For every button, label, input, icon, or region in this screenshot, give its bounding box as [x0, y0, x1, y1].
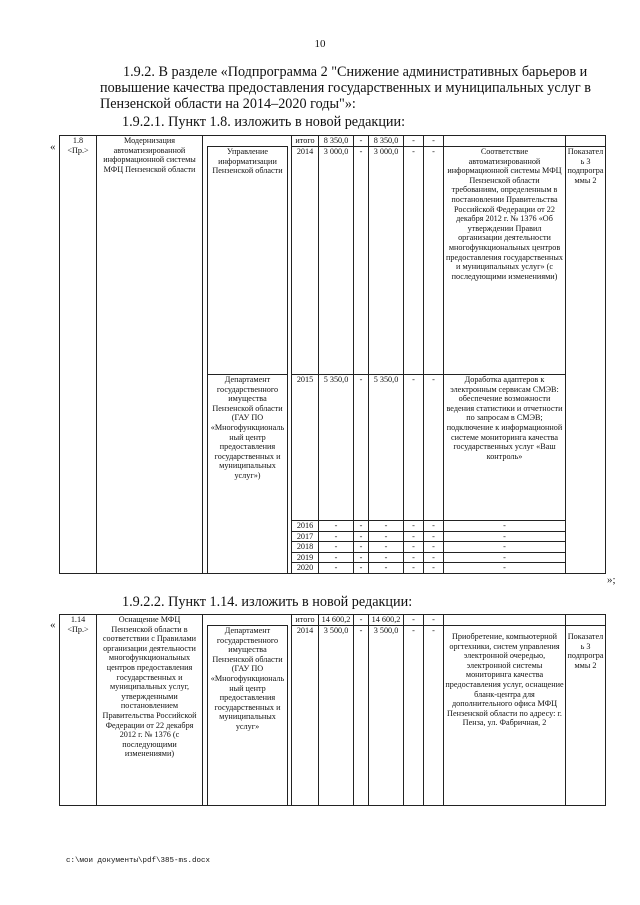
value-cell: - — [319, 542, 354, 553]
year-cell: 2014 — [292, 626, 319, 806]
file-path-footer: c:\мои документы\pdf\385-ms.docx — [66, 857, 211, 865]
total-c3: 8 350,0 — [369, 136, 404, 147]
value-cell: - — [369, 531, 404, 542]
value-cell: - — [369, 521, 404, 532]
value-cell: - — [424, 521, 444, 532]
year-cell: 2017 — [292, 531, 319, 542]
value-cell: - — [424, 147, 444, 375]
value-cell: - — [354, 542, 369, 553]
indicator-cell: Показатель 3 подпрограммы 2 — [566, 147, 606, 574]
value-cell: - — [354, 147, 369, 375]
value-cell: - — [354, 552, 369, 563]
total-c2: - — [354, 136, 369, 147]
total-c3: 14 600,2 — [369, 615, 404, 626]
value-cell: - — [319, 531, 354, 542]
page-number: 10 — [314, 38, 326, 50]
program-table-item-1-14 — [59, 614, 606, 806]
value-cell: - — [404, 521, 424, 532]
total-c4: - — [404, 136, 424, 147]
result-cell: - — [444, 563, 566, 574]
value-cell: - — [424, 375, 444, 521]
indicator-cell: Показатель 3 подпрограммы 2 — [566, 626, 606, 806]
value-cell: 3 500,0 — [369, 626, 404, 806]
value-cell: - — [404, 563, 424, 574]
value-cell: 3 500,0 — [319, 626, 354, 806]
value-cell: - — [404, 626, 424, 806]
value-cell: - — [319, 521, 354, 532]
section-heading: 1.9.2. В разделе «Подпрограмма 2 "Снижение административных барьеров и повышение качества предоставления государственных и муниципальных услуг в Пензенской области на 2014–2020 годы"»: — [100, 64, 591, 112]
year-cell: 2020 — [292, 563, 319, 574]
subsection-heading-1: 1.9.2.1. Пункт 1.8. изложить в новой редакции: — [122, 114, 406, 130]
value-cell: - — [404, 542, 424, 553]
item-number-cell: 1.8 <Пр.> — [60, 136, 97, 574]
closing-quote-1: »; — [607, 574, 616, 586]
value-cell: - — [319, 552, 354, 563]
value-cell: - — [369, 542, 404, 553]
subsection-heading-2: 1.9.2.2. Пункт 1.14. изложить в новой редакции: — [122, 594, 413, 610]
value-cell: - — [424, 552, 444, 563]
program-table-item-1-8 — [59, 135, 606, 574]
result-cell: - — [444, 552, 566, 563]
opening-quote-1: « — [50, 141, 56, 153]
value-cell: 3 000,0 — [369, 147, 404, 375]
result-cell: - — [444, 542, 566, 553]
year-cell: 2014 — [292, 147, 319, 375]
value-cell: - — [369, 563, 404, 574]
year-cell: 2015 — [292, 375, 319, 521]
year-cell: 2016 — [292, 521, 319, 532]
value-cell: - — [424, 542, 444, 553]
total-label: итого — [292, 136, 319, 147]
value-cell: - — [404, 375, 424, 521]
year-cell: 2019 — [292, 552, 319, 563]
total-c1: 14 600,2 — [319, 615, 354, 626]
value-cell: - — [354, 375, 369, 521]
value-cell: - — [424, 626, 444, 806]
opening-quote-2: « — [50, 619, 56, 631]
value-cell: 5 350,0 — [319, 375, 354, 521]
value-cell: - — [354, 531, 369, 542]
total-label: итого — [292, 615, 319, 626]
value-cell: - — [424, 563, 444, 574]
item-number-cell: 1.14 <Пр.> — [60, 615, 97, 806]
result-2014: Соответствие автоматизированной информационной системы МФЦ Пензенской области требованиям, определенным в постановлении Правительства Российской Федерации от 22 декабря 2012 г. № 1376 «Об утверждении Правил организации деятельности многофункциональных центров предоставления государственных и муниципальных услуг» (с последующими изменениями) — [444, 147, 566, 375]
result-2014: Приобретение, компьютерной оргтехники, систем управления электронной очередью, электронной системы мониторинга качества предоставления услуг, оснащение бланк-центра для дополнительного офиса МФЦ Пензенской области по адресу: г. Пенза, ул. Фабричная, 2 — [444, 626, 566, 806]
total-c5: - — [424, 615, 444, 626]
year-cell: 2018 — [292, 542, 319, 553]
result-cell: - — [444, 521, 566, 532]
total-c1: 8 350,0 — [319, 136, 354, 147]
total-c5: - — [424, 136, 444, 147]
value-cell: - — [354, 563, 369, 574]
result-2015: Доработка адаптеров к электронным сервисам СМЭВ: обеспечение возможности ведения статистики и отчетности по запросам в СМЭВ; подключение к информационной системе мониторинга качества государственных услуг «Ваш контроль» — [444, 375, 566, 521]
result-cell: - — [444, 531, 566, 542]
executor-2014: Департамент государственного имущества Пензенской области (ГАУ ПО «Многофункциональный центр предоставления государственных и муниципальных услуг» — [208, 626, 288, 806]
value-cell: - — [354, 521, 369, 532]
value-cell: - — [404, 552, 424, 563]
value-cell: - — [369, 552, 404, 563]
value-cell: - — [354, 626, 369, 806]
value-cell: 3 000,0 — [319, 147, 354, 375]
activity-cell: Модернизация автоматизированной информационной системы МФЦ Пензенской области — [97, 136, 203, 574]
value-cell: - — [319, 563, 354, 574]
executor-2014: Управление информатизации Пензенской области — [208, 147, 288, 375]
value-cell: 5 350,0 — [369, 375, 404, 521]
executor-2015: Департамент государственного имущества Пензенской области (ГАУ ПО «Многофункциональный центр предоставления государственных и муниципальных услуг») — [208, 375, 288, 574]
activity-cell: Оснащение МФЦ Пензенской области в соответствии с Правилами организации деятельности многофункциональных центров предоставления государственных и муниципальных услуг, утвержденными постановлением Правительства Российской Федерации от 22 декабря 2012 г. № 1376 (с последующими изменениями) — [97, 615, 203, 806]
total-c4: - — [404, 615, 424, 626]
value-cell: - — [404, 531, 424, 542]
value-cell: - — [404, 147, 424, 375]
total-c2: - — [354, 615, 369, 626]
value-cell: - — [424, 531, 444, 542]
